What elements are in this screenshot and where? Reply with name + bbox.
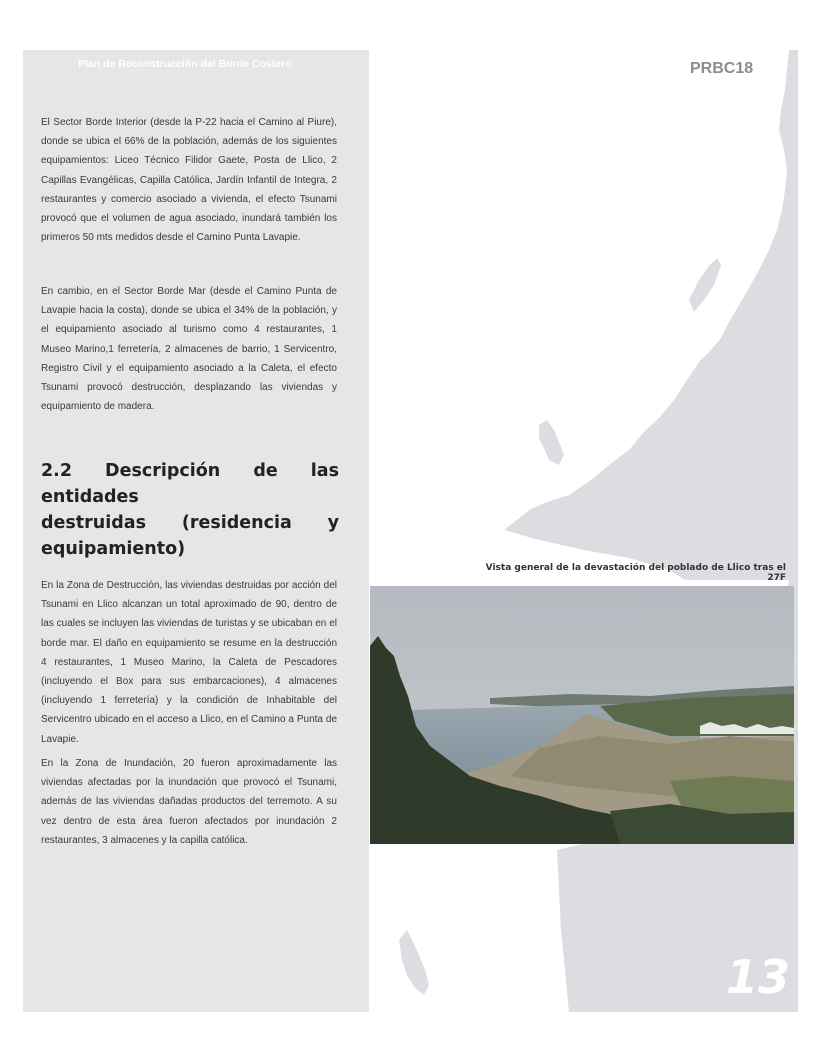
section-heading-line-1: 2.2 Descripción de las entidades [41,461,339,507]
coast-island [399,930,429,995]
paragraph-zona-destruccion: En la Zona de Destrucción, las viviendas destruidas por acción del Tsunami en Llico alcanzan un total aproximado de 90, dentro de las cuales se incluyen las viviendas de turistas y se ubicaban en el borde mar. El daño en equipamiento se resume en la destrucción 4 restaurantes, 1 Museo Marino, la Caleta de Pescadores (incluyendo el Box para sus embarcaciones), 4 almacenes (incluyendo 1 ferretería) y la condición de Inhabitable del Servicentro ubicado en el acceso a Llico, en el Camino a Punta de Lavapie. [41,580,337,745]
paragraph-borde-mar: En cambio, en el Sector Borde Mar (desde el Camino Punta de Lavapie hacia la costa), donde se ubica el 34% de la población, y el equipamiento asociado al turismo como 4 restaurantes, 1 Museo Marino,1 ferretería, 2 almacenes de barrio, 1 Servicentro, Registro Civil y el equipamiento asociado a la Caleta, el efecto Tsunami provocó destrucción, desplazando las viviendas y equipamiento de madera. [41,286,337,413]
coast-peninsula [539,420,564,465]
page-number: 13 [725,950,790,1004]
section-heading [41,458,339,562]
coast-landmass [504,50,798,1012]
paragraph-zona-inundacion: En la Zona de Inundación, 20 fueron aproximadamente las viviendas afectadas por la inundación que provocó el Tsunami, además de las viviendas dañadas productos del terremoto. A su vez dentro de esta área fueron afectados por inundación 2 restaurantes, 3 almacenes y la capilla católica. [41,758,337,846]
photo-illustration [370,586,794,844]
section-heading-line-2: destruidas (residencia y [41,513,339,533]
section-heading-line-3: equipamiento) [41,539,186,559]
coast-inlet [689,258,721,312]
landscape-photo [370,586,794,844]
coastline-map [369,50,798,1012]
document-code: PRBC18 [690,60,754,77]
paragraph-borde-interior: El Sector Borde Interior (desde la P-22 hacia el Camino al Piure), donde se ubica el 66% de la población, además de los siguientes equipamientos: Liceo Técnico Filidor Gaete, Posta de Llico, 2 Capillas Evangélicas, Capilla Católica, Jardín Infantil de Integra, 2 restaurantes y comercio asociado a vivienda, el efecto Tsunami provocó que el volumen de agua asociado, inundará también los primeros 50 mts medidos desde el Camino Punta Lavapie. [41,117,337,244]
document-title: Plan de Reconstrucción del Borde Costero [78,58,292,70]
figure-caption: Vista general de la devastación del poblado de Llico tras el 27F [485,563,786,583]
